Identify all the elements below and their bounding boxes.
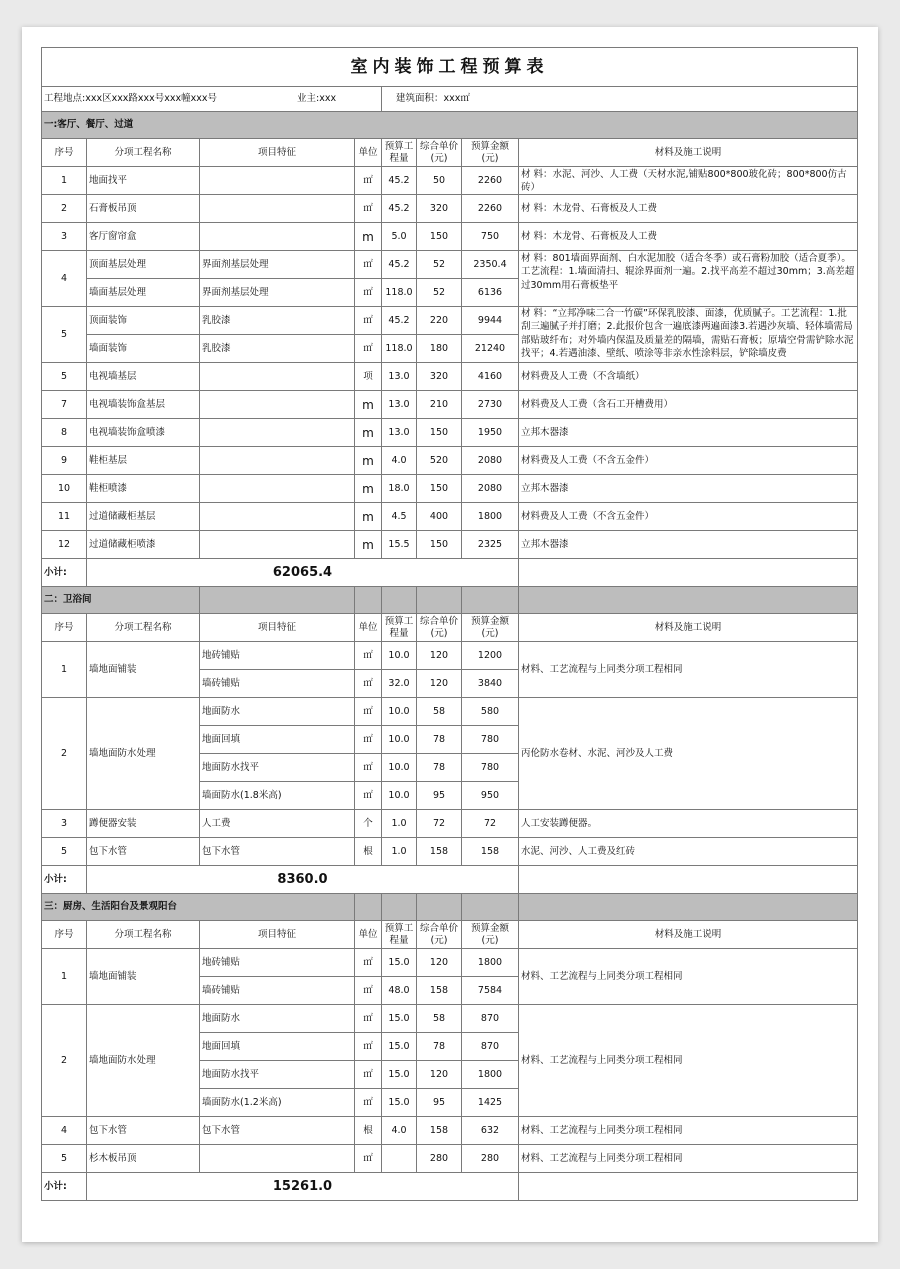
project-address: 工程地点:xxx区xxx路xxx号xxx幢xxx号 业主:xxx [42,87,382,112]
table-row: 2 墙地面防水处理 地面防水 ㎡ 10.0 58 580 丙伦防水卷材、水泥、河沙及人工费 [42,698,858,726]
table-row: 地面回填 ㎡ 15.0 78 870 [42,1033,858,1061]
table-row: 11 过道储藏柜基层 m 4.5 400 1800 材料费及人工费（不含五金件） [42,503,858,531]
table-row: 8 电视墙装饰盒喷漆 m 13.0 150 1950 立邦木器漆 [42,419,858,447]
table-row: 1 墙地面铺装 地砖铺贴 ㎡ 15.0 120 1800 材料、工艺流程与上同类分项工程相同 [42,949,858,977]
table-row: 5 杉木板吊顶 ㎡ 280 280 材料、工艺流程与上同类分项工程相同 [42,1145,858,1173]
subtotal-row: 小计: 15261.0 [42,1173,858,1201]
table-row: 5 顶面装饰 乳胶漆 ㎡ 45.2 220 9944 材 料：“立邦净味二合一竹碳”环保乳胶漆、面漆，优质腻子。工艺流程：1.批刮三遍腻子并打磨；2.此报价包含一遍底漆两遍面漆3.若遇沙灰墙、轻体墙需局部贴玻纤布；对外墙内保温及质量差的隔墙，需贴石膏板；原墙空骨需铲除水泥找平；4.若遇油漆、壁纸、喷涂等非亲水性涂料层，铲除墙皮费 [42,307,858,335]
table-row: 5 包下水管 包下水管 根 1.0 158 158 水泥、河沙、人工费及红砖 [42,838,858,866]
table-row: 墙砖铺贴 ㎡ 32.0 120 3840 [42,670,858,698]
table-row: 1 墙地面铺装 地砖铺贴 ㎡ 10.0 120 1200 材料、工艺流程与上同类分项工程相同 [42,642,858,670]
document-page [22,27,878,1242]
subtotal-row: 小计: 8360.0 [42,866,858,894]
table-row: 9 鞋柜基层 m 4.0 520 2080 材料费及人工费（不含五金件） [42,447,858,475]
table-row: 2 石膏板吊顶 ㎡ 45.2 320 2260 材 料：木龙骨、石膏板及人工费 [42,195,858,223]
section-title: 三：厨房、生活阳台及景观阳台 [42,894,355,921]
subtotal-row: 小计: 62065.4 [42,559,858,587]
table-row: 4 顶面基层处理 界面剂基层处理 ㎡ 45.2 52 2350.4 材 料：801墙面界面剂、白水泥加胶（适合冬季）或石膏粉加胶（适合夏季）。工艺流程：1.墙面清扫、辊涂界面剂一遍。2.找平高差不超过30mm；3.高差超过30mm用石膏板垫平 [42,251,858,279]
table-row: 地面防水找平 ㎡ 15.0 120 1800 [42,1061,858,1089]
table-header: 序号 分项工程名称 项目特征 单位 预算工程量 综合单价(元) 预算金额(元) 材料及施工说明 [42,139,858,167]
table-row: 1 地面找平 ㎡ 45.2 50 2260 材 料：水泥、河沙、人工费（天材水泥,铺贴800*800玻化砖；800*800仿古砖） [42,167,858,195]
section-title: 一:客厅、餐厅、过道 [42,112,858,139]
page-title: 室内装饰工程预算表 [42,48,858,87]
section-title: 二：卫浴间 [42,587,200,614]
table-row: 10 鞋柜喷漆 m 18.0 150 2080 立邦木器漆 [42,475,858,503]
table-row: 墙面防水(1.2米高) ㎡ 15.0 95 1425 [42,1089,858,1117]
budget-sheet [41,47,857,1201]
table-row: 墙面装饰 乳胶漆 ㎡ 118.0 180 21240 [42,335,858,363]
table-header: 序号 分项工程名称 项目特征 单位 预算工程量 综合单价(元) 预算金额(元) 材料及施工说明 [42,921,858,949]
table-row: 墙砖铺贴 ㎡ 48.0 158 7584 [42,977,858,1005]
table-row: 2 墙地面防水处理 地面防水 ㎡ 15.0 58 870 材料、工艺流程与上同类分项工程相同 [42,1005,858,1033]
table-row: 3 客厅窗帘盒 m 5.0 150 750 材 料：木龙骨、石膏板及人工费 [42,223,858,251]
table-row: 12 过道储藏柜喷漆 m 15.5 150 2325 立邦木器漆 [42,531,858,559]
budget-table [41,47,858,1201]
table-row: 7 电视墙装饰盒基层 m 13.0 210 2730 材料费及人工费（含石工开槽费用） [42,391,858,419]
table-row: 4 包下水管 包下水管 根 4.0 158 632 材料、工艺流程与上同类分项工程相同 [42,1117,858,1145]
building-area: 建筑面积：xxx㎡ [382,87,858,112]
table-row: 3 蹲便器安装 人工费 个 1.0 72 72 人工安装蹲便器。 [42,810,858,838]
table-header: 序号 分项工程名称 项目特征 单位 预算工程量 综合单价(元) 预算金额(元) 材料及施工说明 [42,614,858,642]
table-row: 地面回填 ㎡ 10.0 78 780 [42,726,858,754]
table-row: 地面防水找平 ㎡ 10.0 78 780 [42,754,858,782]
table-row: 墙面防水(1.8米高) ㎡ 10.0 95 950 [42,782,858,810]
table-row: 5 电视墙基层 项 13.0 320 4160 材料费及人工费（不含墙纸） [42,363,858,391]
table-row: 墙面基层处理 界面剂基层处理 ㎡ 118.0 52 6136 [42,279,858,307]
